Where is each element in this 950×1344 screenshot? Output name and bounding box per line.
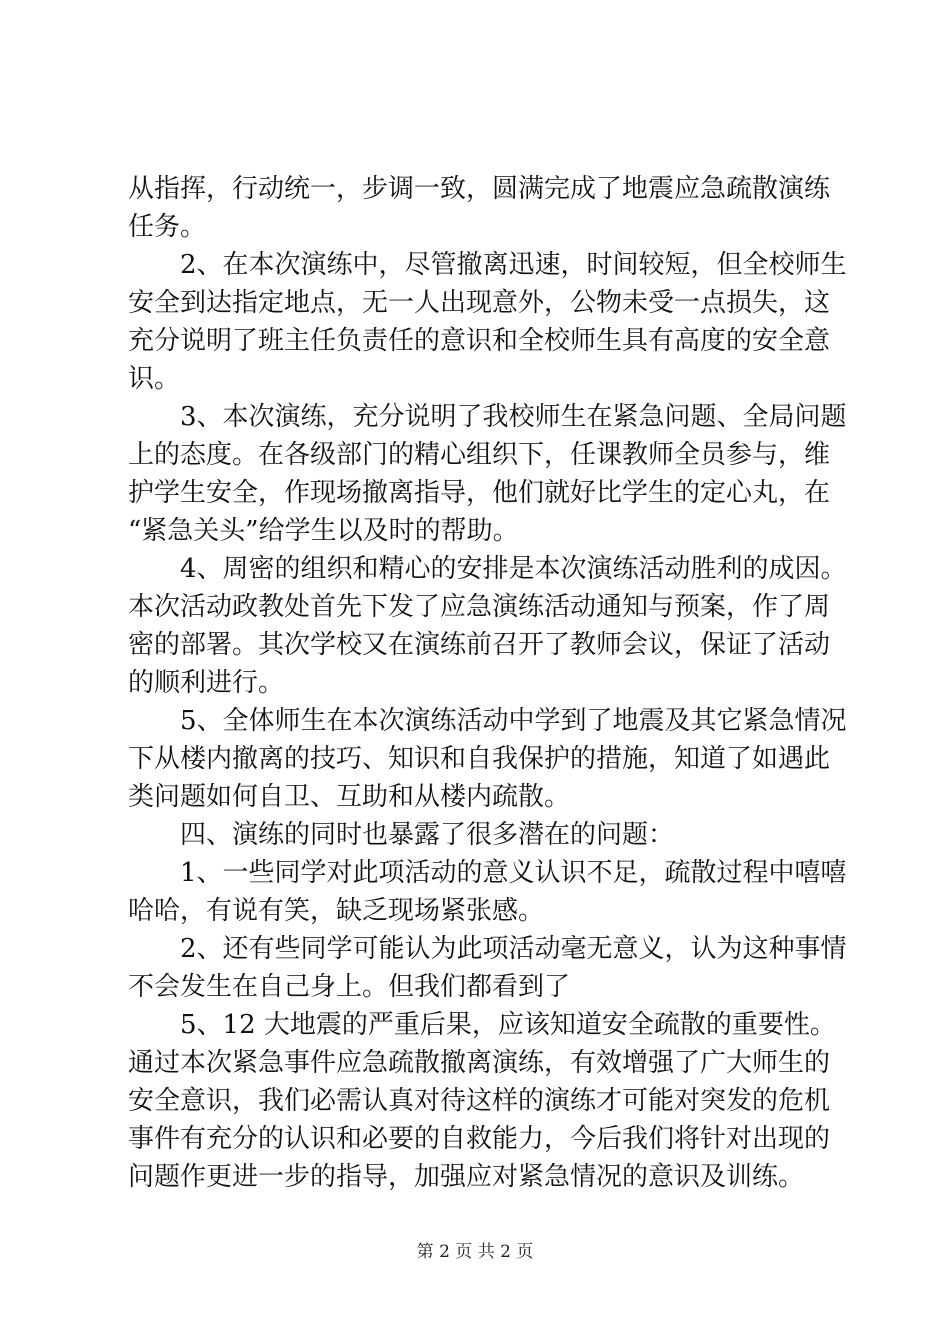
text-line: 5、12 大地震的严重后果，应该知道安全疏散的重要性。 [180,1010,836,1040]
text-line: 哈哈，有说有笑，缺乏现场紧张感。 [128,896,545,926]
document-body [128,170,847,1196]
text-line: 识。 [128,364,181,394]
text-line: 安全意识，我们必需认真对待这样的演练才可能对突发的危机 [128,1086,831,1116]
page-number-footer: 第 2 页 共 2 页 [416,1242,534,1262]
text-line: 2、还有些同学可能认为此项活动毫无意义，认为这种事情 [180,934,847,964]
text-line: 充分说明了班主任负责任的意识和全校师生具有高度的安全意 [128,326,831,356]
text-line: 通过本次紧急事件应急疏散撤离演练，有效增强了广大师生的 [128,1048,831,1078]
text-line: 的顺利进行。 [128,668,285,698]
text-line: 1、一些同学对此项活动的意义认识不足，疏散过程中嘻嘻 [180,858,847,888]
text-line: 从指挥，行动统一，步调一致，圆满完成了地震应急疏散演练 [128,174,831,204]
text-line: 任务。 [128,212,207,242]
text-line: 4、周密的组织和精心的安排是本次演练活动胜利的成因。 [180,554,847,584]
text-line: 下从楼内撤离的技巧、知识和自我保护的措施，知道了如遇此 [128,744,831,774]
text-line: 护学生安全，作现场撤离指导，他们就好比学生的定心丸，在 [128,478,831,508]
text-line: 2、在本次演练中，尽管撤离迅速，时间较短，但全校师生 [180,250,847,280]
text-line: 3、本次演练，充分说明了我校师生在紧急问题、全局问题 [180,402,847,432]
text-line: 上的态度。在各级部门的精心组织下，任课教师全员参与，维 [128,440,831,470]
text-line: 类问题如何自卫、互助和从楼内疏散。 [128,782,571,812]
text-line: 事件有充分的认识和必要的自救能力，今后我们将针对出现的 [128,1124,831,1154]
text-line: 密的部署。其次学校又在演练前召开了教师会议，保证了活动 [128,630,831,660]
text-line: 本次活动政教处首先下发了应急演练活动通知与预案，作了周 [128,592,831,622]
section-heading: 四、演练的同时也暴露了很多潜在的问题： [180,820,675,850]
text-line: 问题作更进一步的指导，加强应对紧急情况的意识及训练。 [128,1162,805,1192]
text-line: 安全到达指定地点，无一人出现意外，公物未受一点损失，这 [128,288,831,318]
text-line: 5、全体师生在本次演练活动中学到了地震及其它紧急情况 [180,706,847,736]
text-line: “紧急关头”给学生以及时的帮助。 [128,516,519,546]
text-line: 不会发生在自己身上。但我们都看到了 [128,972,571,1002]
